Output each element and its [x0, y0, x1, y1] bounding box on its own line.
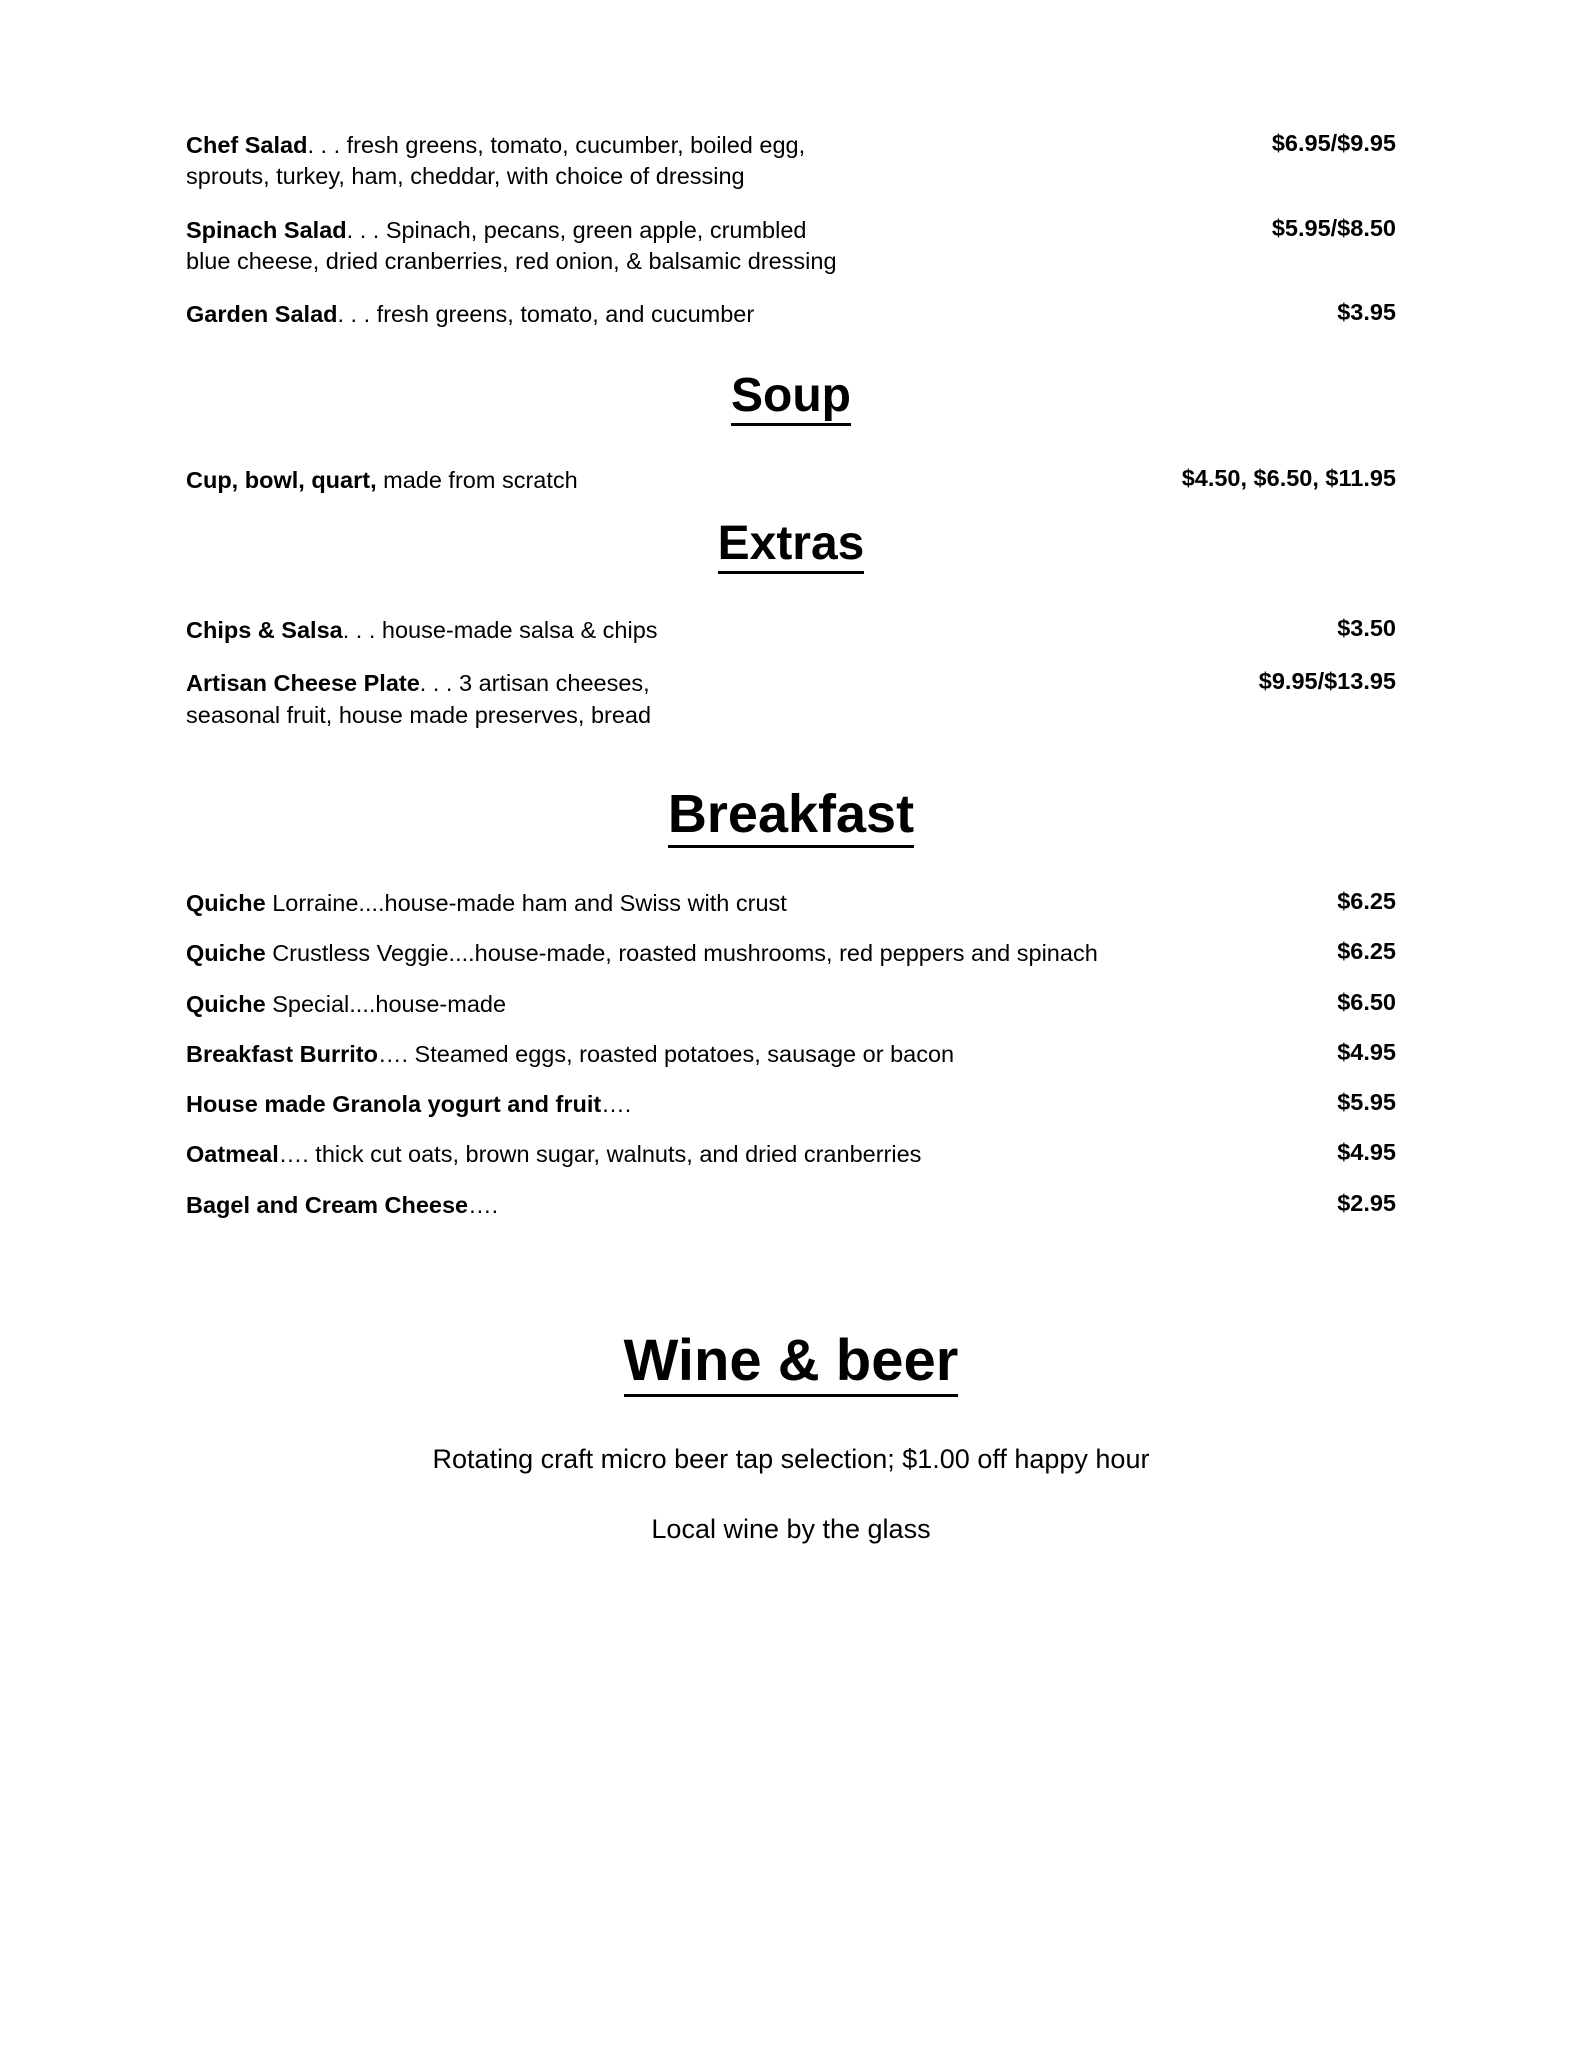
- menu-item: [186, 888, 1396, 919]
- wine-beer-line-1: Rotating craft micro beer tap selection; $1.00 off happy hour: [432, 1443, 1150, 1474]
- menu-item-detail: made from scratch: [376, 467, 578, 494]
- menu-item-detail: …. thick cut oats, brown sugar, walnuts, and dried cranberries: [278, 1141, 922, 1168]
- top-spacer: [186, 0, 1396, 130]
- menu-item-detail: . . . fresh greens, tomato, cucumber, boiled egg,: [307, 132, 806, 158]
- soup-section: [186, 465, 1396, 496]
- menu-item-price: $5.95/$8.50: [1271, 214, 1396, 241]
- menu-item-name: Garden Salad: [186, 301, 338, 327]
- menu-item-description: [186, 1039, 954, 1070]
- menu-item-description: [186, 1089, 631, 1120]
- menu-item: [186, 1089, 1396, 1120]
- section-heading-soup: [186, 370, 1396, 423]
- menu-item-detail-2: seasonal fruit, house made preserves, bread: [186, 701, 652, 728]
- menu-item-detail-2: blue cheese, dried cranberries, red onion, & balsamic dressing: [186, 247, 837, 274]
- menu-item-description: [186, 130, 805, 193]
- menu-item-name: Artisan Cheese Plate: [186, 670, 420, 697]
- menu-item-price: $3.95: [1337, 299, 1396, 325]
- menu-item-detail: Crustless Veggie....house-made, roasted mushrooms, red peppers and spinach: [265, 940, 1098, 967]
- menu-item-name: House made Granola yogurt and fruit: [186, 1091, 602, 1118]
- section-heading-breakfast: [186, 785, 1396, 844]
- menu-item: [186, 299, 1396, 330]
- menu-item-name: Breakfast Burrito: [186, 1040, 378, 1067]
- menu-item-description: [186, 938, 1098, 969]
- menu-item-description: [186, 465, 578, 496]
- menu-item-name: Bagel and Cream Cheese: [186, 1191, 469, 1218]
- menu-item-price: $4.95: [1337, 1139, 1396, 1166]
- menu-item: [186, 668, 1396, 731]
- menu-item-detail-2: sprouts, turkey, ham, cheddar, with choice of dressing: [186, 163, 745, 190]
- section-heading-soup-text: Soup: [731, 369, 851, 426]
- wine-beer-line-2: Local wine by the glass: [651, 1514, 931, 1545]
- menu-item: [186, 938, 1396, 969]
- menu-item-detail: Special....house-made: [265, 990, 507, 1017]
- menu-item-detail: . . . 3 artisan cheeses,: [419, 670, 650, 697]
- menu-item-detail: Lorraine....house-made ham and Swiss with crust: [265, 890, 787, 917]
- menu-item: [186, 615, 1396, 646]
- menu-item-description: [186, 888, 787, 919]
- menu-item-name: Quiche: [186, 890, 266, 917]
- menu-item: [186, 215, 1396, 278]
- menu-item-description: [186, 1139, 921, 1170]
- menu-item-name: Oatmeal: [186, 1141, 279, 1168]
- menu-item-price: $2.95: [1337, 1189, 1396, 1216]
- section-heading-wine-text: Wine & beer: [624, 1328, 959, 1397]
- menu-item-name: Quiche: [186, 990, 266, 1017]
- menu-item: [186, 1139, 1396, 1170]
- menu-item: [186, 130, 1396, 193]
- section-heading-extras-text: Extras: [718, 517, 865, 574]
- menu-item-price: $6.25: [1337, 888, 1396, 915]
- menu-item: [186, 465, 1396, 496]
- breakfast-section: [186, 888, 1396, 1221]
- menu-item: [186, 1190, 1396, 1221]
- menu-item-name: Cup, bowl, quart,: [186, 467, 377, 494]
- menu-item-price: $4.95: [1337, 1038, 1396, 1065]
- section-heading-wine: [186, 1329, 1396, 1393]
- menu-item-description: [186, 299, 754, 330]
- menu-item-name: Chips & Salsa: [186, 617, 343, 644]
- menu-item-name: Quiche: [186, 940, 266, 967]
- menu-item-description: [186, 989, 506, 1020]
- menu-item-price: $6.95/$9.95: [1271, 130, 1396, 156]
- menu-item-price: $5.95: [1337, 1089, 1396, 1116]
- menu-item: [186, 1039, 1396, 1070]
- menu-item-detail: …. Steamed eggs, roasted potatoes, sausage or bacon: [377, 1040, 955, 1067]
- menu-item-price: $4.50, $6.50, $11.95: [1181, 465, 1396, 492]
- menu-item-description: [186, 1190, 498, 1221]
- menu-item-name: Chef Salad: [186, 132, 308, 158]
- menu-item: [186, 989, 1396, 1020]
- menu-item-description: [186, 668, 651, 731]
- menu-item-description: [186, 615, 658, 646]
- menu-item-detail: ….: [468, 1191, 499, 1218]
- menu-item-description: [186, 215, 837, 278]
- extras-section: [186, 615, 1396, 731]
- menu-item-detail: . . . house-made salsa & chips: [342, 617, 658, 644]
- menu-item-price: $6.25: [1337, 938, 1396, 965]
- salads-section: [186, 130, 1396, 330]
- menu-item-price: $6.50: [1337, 988, 1396, 1015]
- menu-item-detail: ….: [601, 1091, 632, 1118]
- menu-item-price: $3.50: [1337, 615, 1396, 642]
- section-heading-breakfast-text: Breakfast: [668, 784, 914, 848]
- section-heading-extras: [186, 518, 1396, 571]
- menu-item-price: $9.95/$13.95: [1258, 668, 1396, 695]
- menu-item-detail: . . . fresh greens, tomato, and cucumber: [337, 301, 755, 327]
- menu-item-name: Spinach Salad: [186, 216, 347, 243]
- menu-item-detail: . . . Spinach, pecans, green apple, crumbled: [346, 216, 807, 243]
